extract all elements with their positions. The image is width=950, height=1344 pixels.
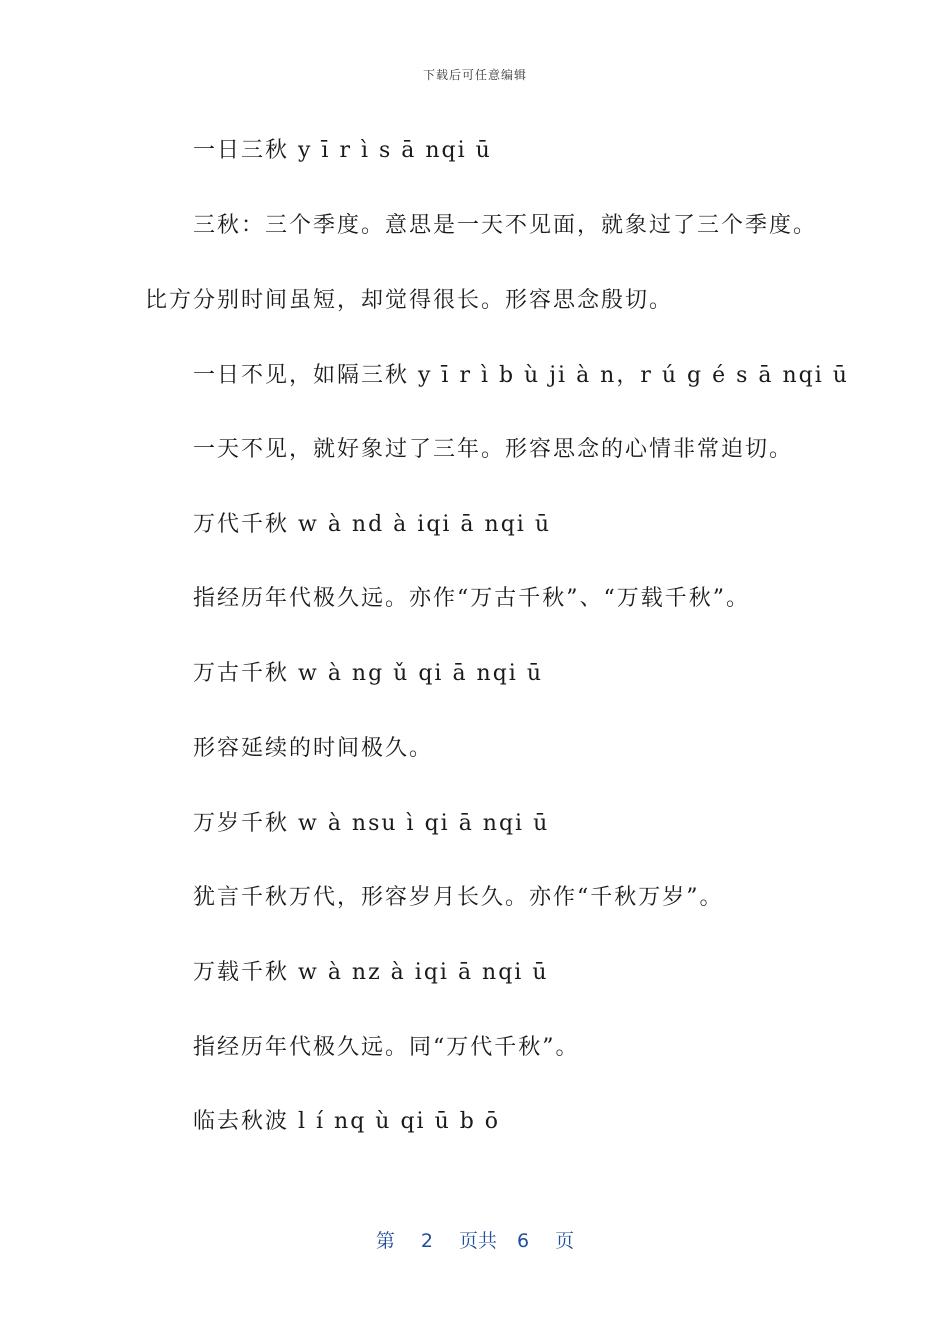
definition-line: 一天不见，就好象过了三年。形容思念的心情非常迫切。 bbox=[193, 437, 794, 462]
definition-paragraph-continuation: 比方分别时间虽短，却觉得很长。形容思念殷切。 bbox=[145, 288, 674, 313]
page-number-footer bbox=[0, 1226, 950, 1253]
definition-line: 指经历年代极久远。同“万代千秋”。 bbox=[193, 1035, 580, 1060]
idiom-entry-linqu-qiubo: 临去秋波 l í nq ù qi ū b ō bbox=[193, 1109, 501, 1134]
page-header: 下载后可任意编辑 bbox=[422, 68, 527, 82]
idiom-entry-yiri-sanqiu: 一日三秋 y ī r ì s ā nqi ū bbox=[193, 138, 492, 163]
idiom-entry-wansui-qianqiu: 万岁千秋 w à nsu ì qi ā nqi ū bbox=[193, 811, 550, 836]
footer-suffix: 页 bbox=[555, 1230, 575, 1252]
idiom-entry-yiri-bujian: 一日不见，如隔三秋 y ī r ì b ù ji à n，r ú g é s ā nqi ū bbox=[193, 363, 849, 388]
footer-middle: 页共 bbox=[458, 1230, 497, 1252]
definition-line: 犹言千秋万代，形容岁月长久。亦作“千秋万岁”。 bbox=[193, 885, 724, 910]
idiom-entry-wandai-qianqiu: 万代千秋 w à nd à iqi ā nqi ū bbox=[193, 512, 551, 537]
definition-line: 指经历年代极久远。亦作“万古千秋”、“万载千秋”。 bbox=[193, 586, 750, 611]
footer-prefix: 第 bbox=[375, 1230, 395, 1252]
idiom-entry-wanzai-qianqiu: 万载千秋 w à nz à iqi ā nqi ū bbox=[193, 960, 549, 985]
definition-paragraph-line: 三秋：三个季度。意思是一天不见面，就象过了三个季度。 bbox=[193, 213, 818, 238]
current-page-number: 2 bbox=[420, 1230, 433, 1252]
definition-line: 形容延续的时间极久。 bbox=[193, 736, 434, 761]
total-page-number: 6 bbox=[517, 1230, 530, 1252]
idiom-entry-wangu-qianqiu: 万古千秋 w à ng ǔ qi ā nqi ū bbox=[193, 661, 544, 686]
